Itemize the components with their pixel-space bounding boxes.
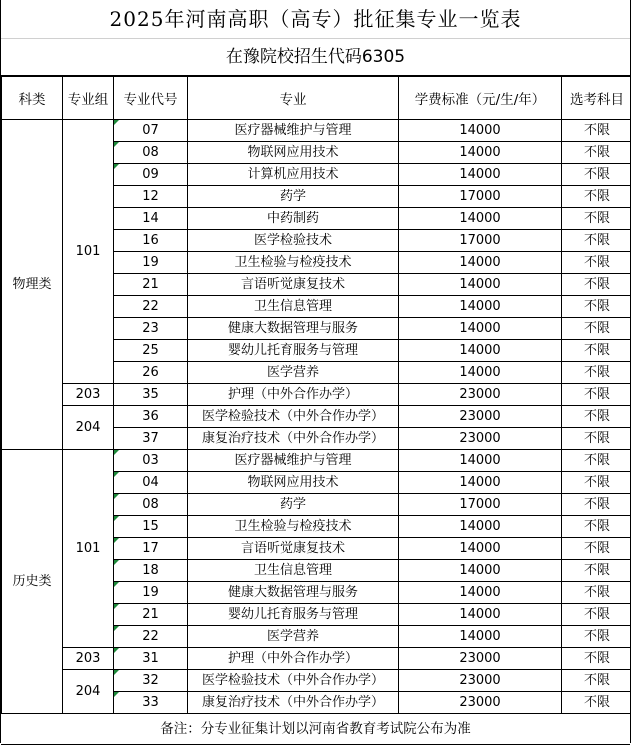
major-cell: 卫生信息管理 xyxy=(188,560,399,582)
code-cell: 33 xyxy=(114,692,188,714)
requirement-cell: 不限 xyxy=(562,230,631,252)
fee-cell: 17000 xyxy=(399,186,562,208)
requirement-cell: 不限 xyxy=(562,296,631,318)
header-category: 科类 xyxy=(2,77,63,120)
fee-cell: 14000 xyxy=(399,142,562,164)
fee-cell: 14000 xyxy=(399,340,562,362)
header-requirement: 选考科目 xyxy=(562,77,631,120)
code-cell: 18 xyxy=(114,560,188,582)
fee-cell: 23000 xyxy=(399,384,562,406)
fee-cell: 14000 xyxy=(399,164,562,186)
code-cell: 09 xyxy=(114,164,188,186)
code-cell: 19 xyxy=(114,582,188,604)
code-cell: 07 xyxy=(114,120,188,142)
requirement-cell: 不限 xyxy=(562,406,631,428)
major-cell: 医疗器械维护与管理 xyxy=(188,450,399,472)
fee-cell: 23000 xyxy=(399,670,562,692)
group-cell: 101 xyxy=(63,450,114,648)
header-major: 专业 xyxy=(188,77,399,120)
code-cell: 31 xyxy=(114,648,188,670)
code-cell: 22 xyxy=(114,626,188,648)
code-cell: 23 xyxy=(114,318,188,340)
requirement-cell: 不限 xyxy=(562,142,631,164)
code-cell: 03 xyxy=(114,450,188,472)
category-cell: 物理类 xyxy=(2,120,63,450)
code-cell: 21 xyxy=(114,274,188,296)
code-cell: 17 xyxy=(114,538,188,560)
fee-cell: 14000 xyxy=(399,626,562,648)
major-cell: 医学检验技术（中外合作办学） xyxy=(188,406,399,428)
code-cell: 12 xyxy=(114,186,188,208)
category-cell: 历史类 xyxy=(2,450,63,714)
majors-table xyxy=(1,76,631,714)
major-cell: 医学营养 xyxy=(188,626,399,648)
fee-cell: 14000 xyxy=(399,296,562,318)
group-cell: 203 xyxy=(63,648,114,670)
major-cell: 健康大数据管理与服务 xyxy=(188,582,399,604)
page-subtitle: 在豫院校招生代码6305 xyxy=(1,39,630,76)
requirement-cell: 不限 xyxy=(562,120,631,142)
requirement-cell: 不限 xyxy=(562,362,631,384)
table-row xyxy=(2,670,631,692)
major-cell: 护理（中外合作办学） xyxy=(188,648,399,670)
requirement-cell: 不限 xyxy=(562,582,631,604)
code-cell: 32 xyxy=(114,670,188,692)
page-title: 2025年河南高职（高专）批征集专业一览表 xyxy=(1,0,630,39)
major-cell: 物联网应用技术 xyxy=(188,472,399,494)
code-cell: 19 xyxy=(114,252,188,274)
fee-cell: 23000 xyxy=(399,692,562,714)
table-row xyxy=(2,406,631,428)
table-row xyxy=(2,120,631,142)
requirement-cell: 不限 xyxy=(562,494,631,516)
fee-cell: 17000 xyxy=(399,494,562,516)
requirement-cell: 不限 xyxy=(562,692,631,714)
fee-cell: 14000 xyxy=(399,252,562,274)
major-cell: 药学 xyxy=(188,494,399,516)
major-cell: 卫生检验与检疫技术 xyxy=(188,252,399,274)
major-cell: 计算机应用技术 xyxy=(188,164,399,186)
requirement-cell: 不限 xyxy=(562,516,631,538)
table-row xyxy=(2,450,631,472)
major-cell: 言语听觉康复技术 xyxy=(188,538,399,560)
fee-cell: 14000 xyxy=(399,582,562,604)
fee-cell: 23000 xyxy=(399,648,562,670)
fee-cell: 14000 xyxy=(399,362,562,384)
group-cell: 203 xyxy=(63,384,114,406)
major-cell: 护理（中外合作办学） xyxy=(188,384,399,406)
code-cell: 14 xyxy=(114,208,188,230)
code-cell: 35 xyxy=(114,384,188,406)
header-fee: 学费标准（元/生/年） xyxy=(399,77,562,120)
requirement-cell: 不限 xyxy=(562,318,631,340)
code-cell: 15 xyxy=(114,516,188,538)
requirement-cell: 不限 xyxy=(562,538,631,560)
major-cell: 医学检验技术 xyxy=(188,230,399,252)
major-cell: 药学 xyxy=(188,186,399,208)
fee-cell: 17000 xyxy=(399,230,562,252)
major-cell: 中药制药 xyxy=(188,208,399,230)
group-cell: 101 xyxy=(63,120,114,384)
code-cell: 08 xyxy=(114,142,188,164)
major-cell: 医学营养 xyxy=(188,362,399,384)
requirement-cell: 不限 xyxy=(562,450,631,472)
code-cell: 21 xyxy=(114,604,188,626)
fee-cell: 14000 xyxy=(399,208,562,230)
code-cell: 36 xyxy=(114,406,188,428)
requirement-cell: 不限 xyxy=(562,626,631,648)
fee-cell: 14000 xyxy=(399,538,562,560)
fee-cell: 14000 xyxy=(399,120,562,142)
fee-cell: 14000 xyxy=(399,274,562,296)
fee-cell: 23000 xyxy=(399,406,562,428)
major-cell: 卫生检验与检疫技术 xyxy=(188,516,399,538)
requirement-cell: 不限 xyxy=(562,384,631,406)
requirement-cell: 不限 xyxy=(562,604,631,626)
major-cell: 物联网应用技术 xyxy=(188,142,399,164)
code-cell: 16 xyxy=(114,230,188,252)
major-cell: 医疗器械维护与管理 xyxy=(188,120,399,142)
code-cell: 22 xyxy=(114,296,188,318)
fee-cell: 23000 xyxy=(399,428,562,450)
major-cell: 婴幼儿托育服务与管理 xyxy=(188,604,399,626)
footnote: 备注：分专业征集计划以河南省教育考试院公布为准 xyxy=(1,714,630,745)
requirement-cell: 不限 xyxy=(562,164,631,186)
group-cell: 204 xyxy=(63,406,114,450)
header-code: 专业代号 xyxy=(114,77,188,120)
code-cell: 37 xyxy=(114,428,188,450)
table-header-row xyxy=(2,77,631,120)
requirement-cell: 不限 xyxy=(562,560,631,582)
table-row xyxy=(2,648,631,670)
major-cell: 婴幼儿托育服务与管理 xyxy=(188,340,399,362)
fee-cell: 14000 xyxy=(399,560,562,582)
major-cell: 言语听觉康复技术 xyxy=(188,274,399,296)
requirement-cell: 不限 xyxy=(562,208,631,230)
fee-cell: 14000 xyxy=(399,516,562,538)
requirement-cell: 不限 xyxy=(562,670,631,692)
code-cell: 25 xyxy=(114,340,188,362)
major-cell: 康复治疗技术（中外合作办学） xyxy=(188,692,399,714)
major-cell: 健康大数据管理与服务 xyxy=(188,318,399,340)
requirement-cell: 不限 xyxy=(562,274,631,296)
group-cell: 204 xyxy=(63,670,114,714)
major-cell: 医学检验技术（中外合作办学） xyxy=(188,670,399,692)
fee-cell: 14000 xyxy=(399,450,562,472)
major-cell: 卫生信息管理 xyxy=(188,296,399,318)
requirement-cell: 不限 xyxy=(562,252,631,274)
fee-cell: 14000 xyxy=(399,604,562,626)
code-cell: 04 xyxy=(114,472,188,494)
requirement-cell: 不限 xyxy=(562,648,631,670)
requirement-cell: 不限 xyxy=(562,340,631,362)
code-cell: 08 xyxy=(114,494,188,516)
requirement-cell: 不限 xyxy=(562,472,631,494)
major-cell: 康复治疗技术（中外合作办学） xyxy=(188,428,399,450)
fee-cell: 14000 xyxy=(399,318,562,340)
requirement-cell: 不限 xyxy=(562,428,631,450)
requirement-cell: 不限 xyxy=(562,186,631,208)
code-cell: 26 xyxy=(114,362,188,384)
table-row xyxy=(2,384,631,406)
fee-cell: 14000 xyxy=(399,472,562,494)
header-group: 专业组 xyxy=(63,77,114,120)
table-body xyxy=(2,120,631,714)
